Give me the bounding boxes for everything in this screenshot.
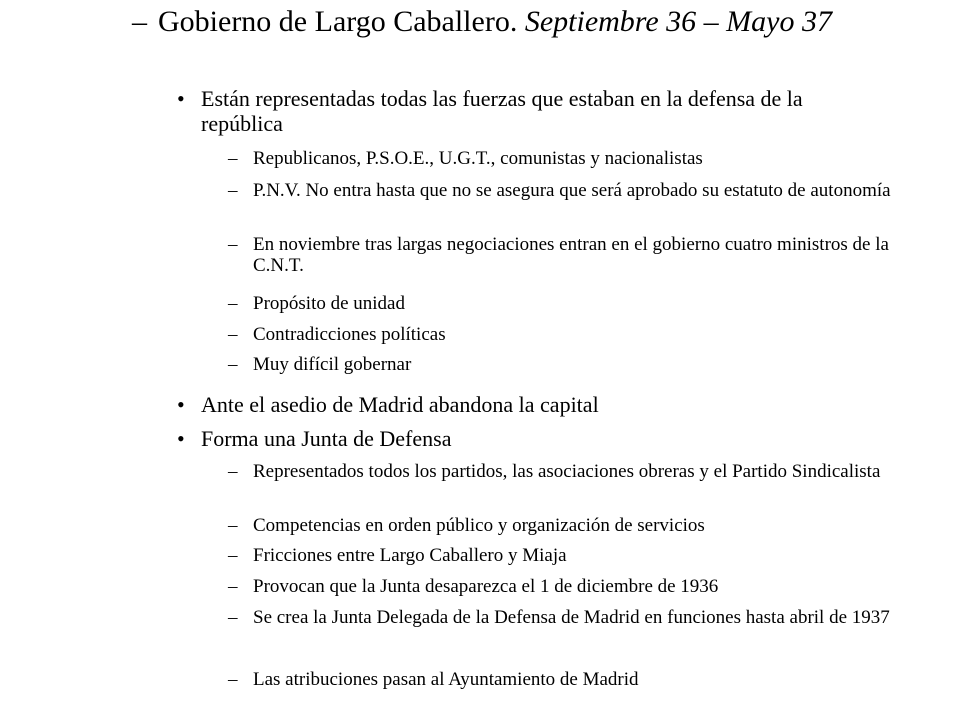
sub-item [228, 515, 893, 536]
sub-item [228, 607, 893, 628]
sub-item [228, 234, 893, 276]
sub-item-text: Contradicciones políticas [253, 324, 446, 345]
sub-item-text: Fricciones entre Largo Caballero y Miaja [253, 545, 567, 566]
bullet-text: Están representadas todas las fuerzas que estaban en la defensa de la república [201, 86, 803, 136]
bullet-text: Ante el asedio de Madrid abandona la capital [201, 392, 599, 417]
sub-item [228, 354, 893, 375]
dash-marker: – [228, 234, 238, 255]
sub-item-text: Las atribuciones pasan al Ayuntamiento de Madrid [253, 669, 639, 690]
sub-item-text: Representados todos los partidos, las asociaciones obreras y el Partido Sindicalista [253, 461, 881, 482]
sub-item-text: Competencias en orden público y organización de servicios [253, 515, 705, 536]
dash-marker: – [228, 461, 238, 482]
sub-item-text: Propósito de unidad [253, 293, 405, 314]
dash-marker: – [228, 576, 238, 597]
dash-marker: – [228, 148, 238, 169]
bullet-item [177, 86, 841, 136]
dash-marker: – [228, 293, 238, 314]
heading-dates: Septiembre 36 – Mayo 37 [524, 5, 832, 38]
dash-marker: – [228, 354, 238, 375]
bullet-marker: • [177, 426, 185, 451]
bullet-item [177, 426, 841, 451]
dash-marker: – [228, 324, 238, 345]
dash-marker: – [228, 607, 238, 628]
sub-item [228, 545, 893, 566]
slide-heading [132, 5, 878, 38]
bullet-marker: • [177, 392, 185, 417]
dash-marker: – [228, 180, 238, 201]
sub-item [228, 461, 893, 482]
sub-item-text: En noviembre tras largas negociaciones entran en el gobierno cuatro ministros de la C.N.T. [253, 234, 889, 276]
sub-item-text: Provocan que la Junta desaparezca el 1 de diciembre de 1936 [253, 576, 719, 597]
heading-dash: – [132, 5, 147, 38]
sub-item-text: Se crea la Junta Delegada de la Defensa de Madrid en funciones hasta abril de 1937 [253, 607, 890, 628]
bullet-marker: • [177, 86, 185, 111]
dash-marker: – [228, 545, 238, 566]
sub-item [228, 576, 893, 597]
dash-marker: – [228, 515, 238, 536]
bullet-text: Forma una Junta de Defensa [201, 426, 452, 451]
sub-item-text: Muy difícil gobernar [253, 354, 412, 375]
dash-marker: – [228, 669, 238, 690]
sub-item [228, 324, 893, 345]
sub-item [228, 180, 893, 201]
sub-item-text: P.N.V. No entra hasta que no se asegura que será aprobado su estatuto de autonomía [253, 180, 891, 201]
sub-item-text: Republicanos, P.S.O.E., U.G.T., comunistas y nacionalistas [253, 148, 703, 169]
sub-item [228, 293, 893, 314]
sub-item [228, 669, 893, 690]
sub-item [228, 148, 893, 169]
bullet-item [177, 392, 841, 417]
heading-text: Gobierno de Largo Caballero. [158, 5, 518, 38]
